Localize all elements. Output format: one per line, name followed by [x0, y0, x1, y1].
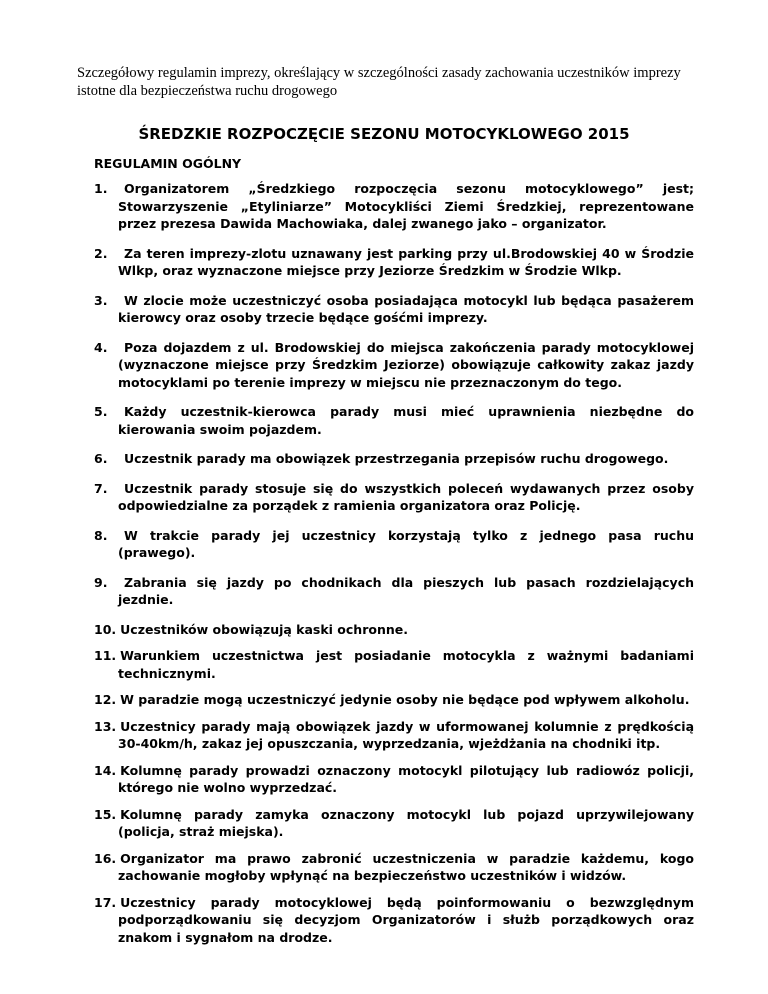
- rule-item: [94, 450, 694, 468]
- rule-text: Kolumnę parady prowadzi oznaczony motocykl pilotujący lub radiowóz policji, którego nie wolno wyprzedzać.: [118, 762, 694, 795]
- rule-number: 7.: [94, 480, 108, 496]
- rule-number: 10.: [94, 621, 117, 637]
- rule-item: [94, 574, 694, 609]
- rule-text: Każdy uczestnik-kierowca parady musi mieć uprawnienia niezbędne do kierowania swoim pojazdem.: [118, 404, 694, 437]
- rule-number: 13.: [94, 718, 117, 734]
- rule-text: Organizator ma prawo zabronić uczestniczenia w paradzie każdemu, kogo zachowanie mogłoby wpłynąć na bezpieczeństwo uczestników i widzów.: [118, 850, 694, 883]
- rule-item: [94, 180, 694, 233]
- rule-number: 5.: [94, 404, 108, 419]
- rule-text: W zlocie może uczestniczyć osoba posiadająca motocykl lub będąca pasażerem kierowcy oraz osoby trzecie będące gośćmi imprezy.: [118, 292, 694, 325]
- document-title: ŚREDZKIE ROZPOCZĘCIE SEZONU MOTOCYKLOWEGO 2015: [138, 125, 630, 143]
- rule-number: 9.: [94, 574, 108, 590]
- rule-text: Uczestnicy parady motocyklowej będą poinformowaniu o bezwzględnym podporządkowaniu się decyzjom Organizatorów i służb porządkowych oraz znakom i sygnałom na drodze.: [118, 894, 694, 945]
- rule-item: [94, 894, 694, 947]
- rule-item: [94, 691, 694, 709]
- section-heading: REGULAMIN OGÓLNY: [94, 156, 242, 171]
- rule-text: Za teren imprezy-zlotu uznawany jest parking przy ul.Brodowskiej 40 w Środzie Wlkp, oraz wyznaczone miejsce przy Jeziorze Średzkim w Środzie Wlkp.: [118, 245, 694, 278]
- rule-text: Warunkiem uczestnictwa jest posiadanie motocykla z ważnymi badaniami technicznymi.: [118, 648, 694, 681]
- rule-text: Kolumnę parady zamyka oznaczony motocykl lub pojazd uprzywilejowany (policja, straż miejska).: [118, 806, 694, 839]
- rule-text: Uczestnik parady ma obowiązek przestrzegania przepisów ruchu drogowego.: [124, 451, 669, 466]
- rule-item: [94, 647, 694, 682]
- rule-number: 3.: [94, 292, 108, 308]
- rule-item: [94, 245, 694, 280]
- rule-text: Zabrania się jazdy po chodnikach dla pieszych lub pasach rozdzielających jezdnie.: [118, 574, 694, 607]
- rule-number: 12.: [94, 692, 117, 707]
- rule-number: 17.: [94, 894, 117, 910]
- rule-text: Uczestnicy parady mają obowiązek jazdy w uformowanej kolumnie z prędkością 30-40km/h, zakaz jej opuszczania, wyprzedzania, wjeżdżania na chodniki itp.: [118, 718, 694, 751]
- rule-number: 16.: [94, 850, 117, 866]
- rule-number: 2.: [94, 245, 108, 261]
- rule-item: [94, 339, 694, 392]
- rule-item: [94, 621, 694, 639]
- rule-item: [94, 806, 694, 841]
- rule-number: 4.: [94, 339, 108, 355]
- rule-item: [94, 480, 694, 515]
- rule-item: [94, 718, 694, 753]
- intro-text: Szczegółowy regulamin imprezy, określający w szczególności zasady zachowania uczestników imprezy istotne dla bezpieczeństwa ruchu drogowego: [77, 65, 681, 99]
- rules-list: [94, 180, 694, 955]
- rule-item: [94, 850, 694, 885]
- rule-item: [94, 403, 694, 438]
- rule-text: Poza dojazdem z ul. Brodowskiej do miejsca zakończenia parady motocyklowej (wyznaczone miejsce przy Średzkim Jeziorze) obowiązuje całkowity zakaz jazdy motocyklami po terenie imprezy w miejscu nie przeznaczonym do tego.: [118, 339, 694, 390]
- rule-item: [94, 292, 694, 327]
- rule-number: 11.: [94, 648, 117, 663]
- rule-text: W trakcie parady jej uczestnicy korzystają tylko z jednego pasa ruchu (prawego).: [118, 527, 694, 560]
- rule-item: [94, 527, 694, 562]
- rule-number: 14.: [94, 762, 117, 778]
- rule-item: [94, 762, 694, 797]
- rule-number: 15.: [94, 806, 117, 822]
- rule-number: 1.: [94, 181, 108, 196]
- rule-text: Uczestników obowiązują kaski ochronne.: [120, 621, 408, 637]
- rule-number: 8.: [94, 527, 108, 543]
- rule-number: 6.: [94, 451, 108, 466]
- rule-text: W paradzie mogą uczestniczyć jedynie osoby nie będące pod wpływem alkoholu.: [120, 692, 690, 707]
- rule-text: Uczestnik parady stosuje się do wszystkich poleceń wydawanych przez osoby odpowiedzialne za porządek z ramienia organizatora oraz Policję.: [118, 480, 694, 513]
- rule-text: Organizatorem „Średzkiego rozpoczęcia sezonu motocyklowego” jest; Stowarzyszenie „Etyliniarze” Motocykliści Ziemi Średzkiej, reprezentowane przez prezesa Dawida Machowiaka, dalej zwanego jako – organizator.: [118, 181, 694, 231]
